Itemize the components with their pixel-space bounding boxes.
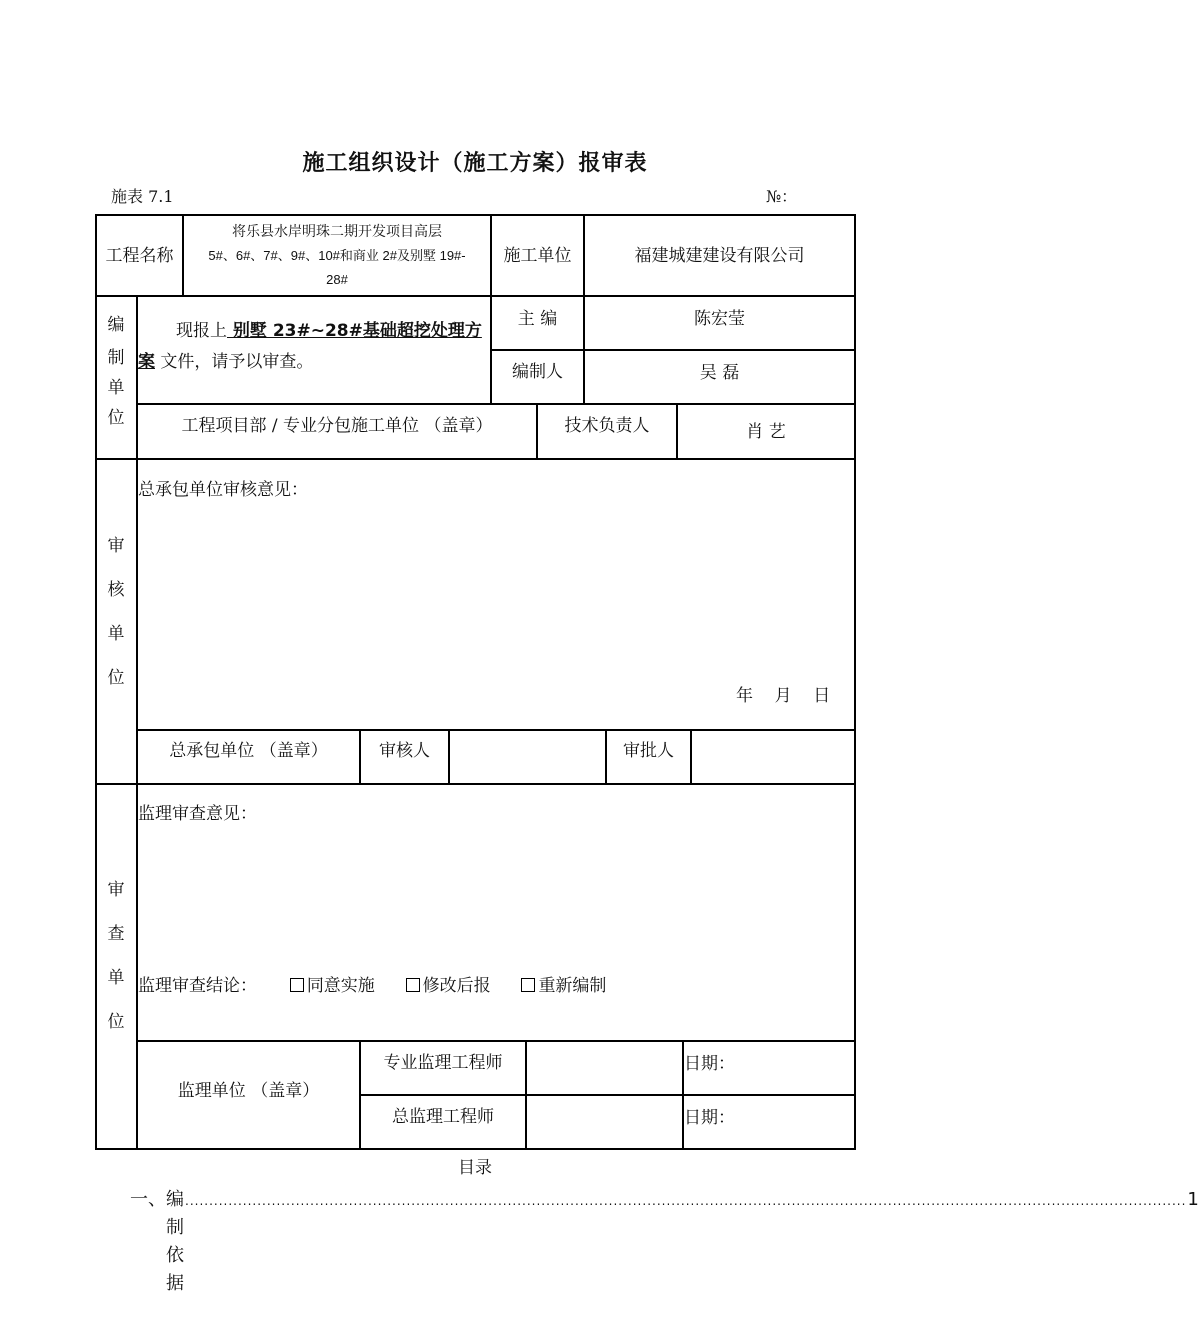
constructor-label: 施工单位 <box>503 245 572 266</box>
project-name-line-1: 将乐县水岸明珠二期开发项目高层 <box>232 223 442 240</box>
supervise-label-char-3: 单 <box>107 968 125 988</box>
review-date-label: 年 月 日 <box>736 686 831 706</box>
compile-label-char-2: 制 <box>107 348 125 368</box>
option-approve-label: 同意实施 <box>306 976 375 996</box>
toc-item-number: 一、 <box>130 1189 166 1210</box>
option-redo-label: 重新编制 <box>538 976 607 996</box>
project-name-value <box>184 216 490 295</box>
reviewer-label: 审核人 <box>379 741 430 761</box>
option-revise-label: 修改后报 <box>422 976 491 996</box>
toc-heading: 目录 <box>458 1158 492 1178</box>
supervise-label-char-2: 查 <box>107 924 125 944</box>
chief-engineer-label: 总监理工程师 <box>392 1107 494 1127</box>
compile-label-char-1: 编 <box>107 315 125 335</box>
toc-item-1[interactable] <box>130 1186 1199 1294</box>
supervision-conclusion <box>138 971 606 996</box>
review-label-char-4: 位 <box>107 668 125 688</box>
tech-lead-value: 肖 艺 <box>746 421 786 442</box>
supervise-label-char-4: 位 <box>107 1012 125 1032</box>
compile-label-char-4: 位 <box>107 408 125 428</box>
constructor-value: 福建城建建设有限公司 <box>634 245 805 266</box>
report-subject-part-1: 别墅 23#~28#基础超挖处理方 <box>227 321 482 341</box>
project-name-line-2: 5#、6#、7#、9#、10#和商业 2#及别墅 19#- <box>208 247 466 263</box>
chief-editor-label: 主 编 <box>517 309 558 329</box>
dept-stamp-label: 工程项目部 / 专业分包施工单位 （盖章） <box>181 416 493 436</box>
project-name-line-3: 28# <box>326 271 348 287</box>
report-subject-part-2: 案 <box>138 352 155 372</box>
form-title: 施工组织设计（施工方案）报审表 <box>302 151 648 176</box>
review-label-char-1: 审 <box>107 536 125 556</box>
form-number: 施表 7.1 <box>111 187 174 206</box>
approver-label: 审批人 <box>623 741 674 761</box>
date-2-label: 日期： <box>684 1108 735 1128</box>
document-number-label: №： <box>766 187 798 206</box>
chief-editor-value: 陈宏莹 <box>694 309 745 329</box>
supervise-label-char-1: 审 <box>107 880 125 900</box>
option-revise[interactable] <box>406 976 491 996</box>
date-1-label: 日期： <box>684 1054 735 1074</box>
tech-lead-label: 技术负责人 <box>564 416 650 436</box>
review-label-char-3: 单 <box>107 624 125 644</box>
checkbox-icon <box>521 978 535 992</box>
supervisor-stamp-label: 监理单位 （盖章） <box>177 1080 320 1101</box>
review-label-char-2: 核 <box>107 580 125 600</box>
conclusion-label: 监理审查结论： <box>138 976 257 996</box>
report-suffix: 文件，请予以审查。 <box>155 352 314 372</box>
toc-dot-leader: ................................................................................................................................................................................................................ <box>185 1194 1187 1208</box>
option-approve[interactable] <box>290 976 375 996</box>
report-prefix: 现报上 <box>176 321 227 341</box>
gc-stamp-label: 总承包单位 （盖章） <box>169 741 328 761</box>
editor-label: 编制人 <box>512 362 563 382</box>
specialist-engineer-label: 专业监理工程师 <box>383 1053 503 1073</box>
option-redo[interactable] <box>521 976 606 996</box>
supervision-opinion-label: 监理审查意见： <box>138 804 257 824</box>
checkbox-icon <box>290 978 304 992</box>
editor-value: 吴 磊 <box>699 363 740 383</box>
toc-item-label: 编制依据 <box>166 1189 184 1294</box>
checkbox-icon <box>406 978 420 992</box>
toc-item-page: 1 <box>1187 1189 1199 1210</box>
gc-opinion-label: 总承包单位审核意见： <box>138 480 308 500</box>
project-name-label: 工程名称 <box>105 245 174 266</box>
compile-label-char-3: 单 <box>107 378 125 398</box>
report-statement <box>138 316 490 378</box>
